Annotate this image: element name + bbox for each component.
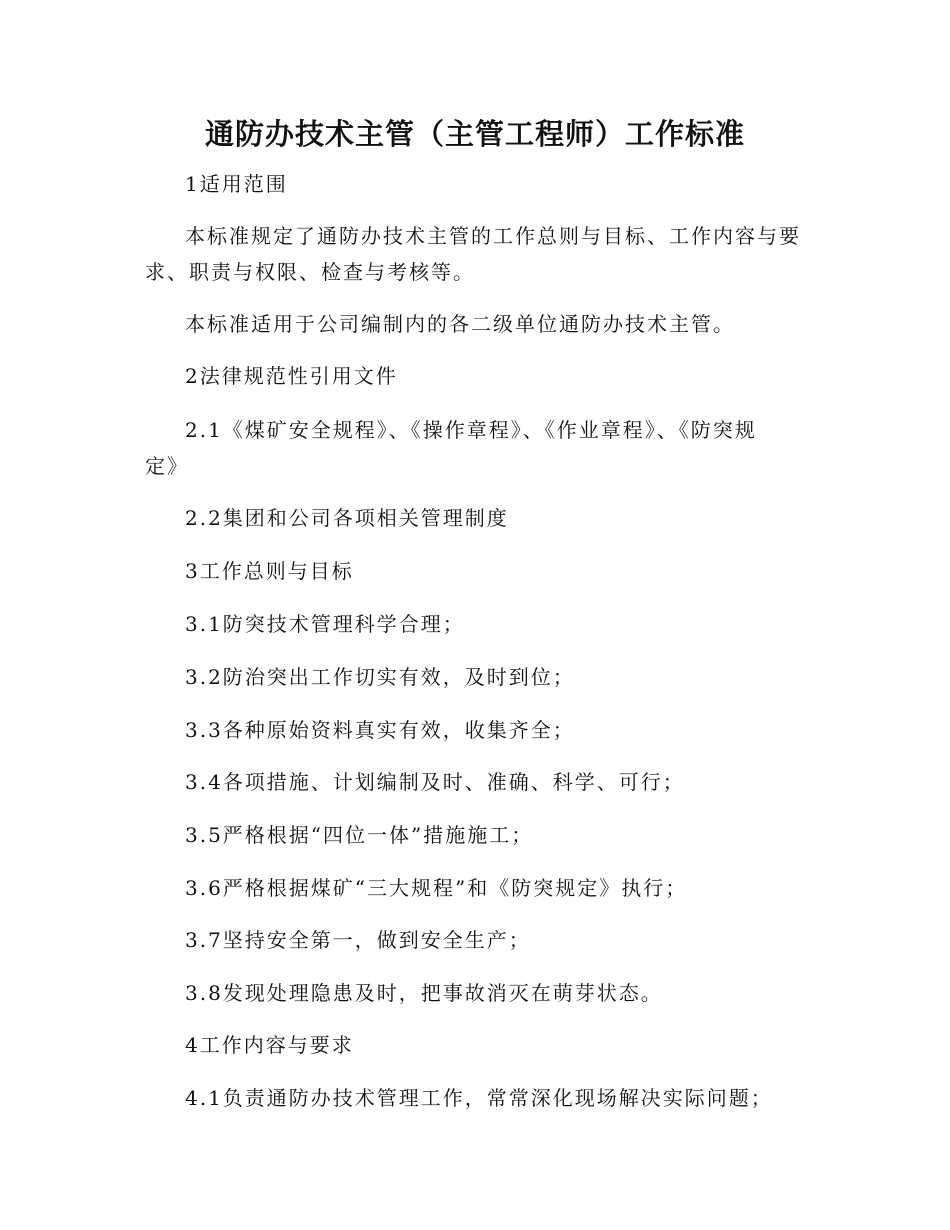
paragraph-line: 本标准适用于公司编制内的各二级单位通防办技术主管。 <box>185 312 735 336</box>
document-title: 通防办技术主管（主管工程师）工作标准 <box>204 117 745 151</box>
paragraph-line: 2.2集团和公司各项相关管理制度 <box>185 506 509 530</box>
list-item: 4.1负责通防办技术管理工作，常常深化现场解决实际问题； <box>185 1086 773 1110</box>
list-item: 3.5严格根据“四位一体”措施施工； <box>185 823 534 847</box>
section-heading-principles: 3工作总则与目标 <box>185 559 354 583</box>
list-item: 3.7坚持安全第一，做到安全生产； <box>185 928 531 952</box>
paragraph-line: 求、职责与权限、检查与考核等。 <box>145 260 475 284</box>
list-item: 3.3各种原始资料真实有效，收集齐全； <box>185 718 575 742</box>
list-item: 3.4各项措施、计划编制及时、准确、科学、可行； <box>185 770 685 794</box>
list-item: 3.1防突技术管理科学合理； <box>185 612 465 636</box>
paragraph-line: 2.1《煤矿安全规程》、《操作章程》、《作业章程》、《防突规 <box>185 418 757 442</box>
list-item: 3.8发现处理隐患及时，把事故消灭在萌芽状态。 <box>185 981 663 1005</box>
section-heading-references: 2法律规范性引用文件 <box>185 364 398 388</box>
section-heading-scope: 1适用范围 <box>185 172 288 196</box>
section-heading-work-content: 4工作内容与要求 <box>185 1033 354 1057</box>
list-item: 3.2防治突出工作切实有效，及时到位； <box>185 665 575 689</box>
paragraph-line: 本标准规定了通防办技术主管的工作总则与目标、工作内容与要 <box>185 224 801 248</box>
list-item: 3.6严格根据煤矿“三大规程”和《防突规定》执行； <box>185 876 688 900</box>
paragraph-line: 定》 <box>145 454 189 478</box>
